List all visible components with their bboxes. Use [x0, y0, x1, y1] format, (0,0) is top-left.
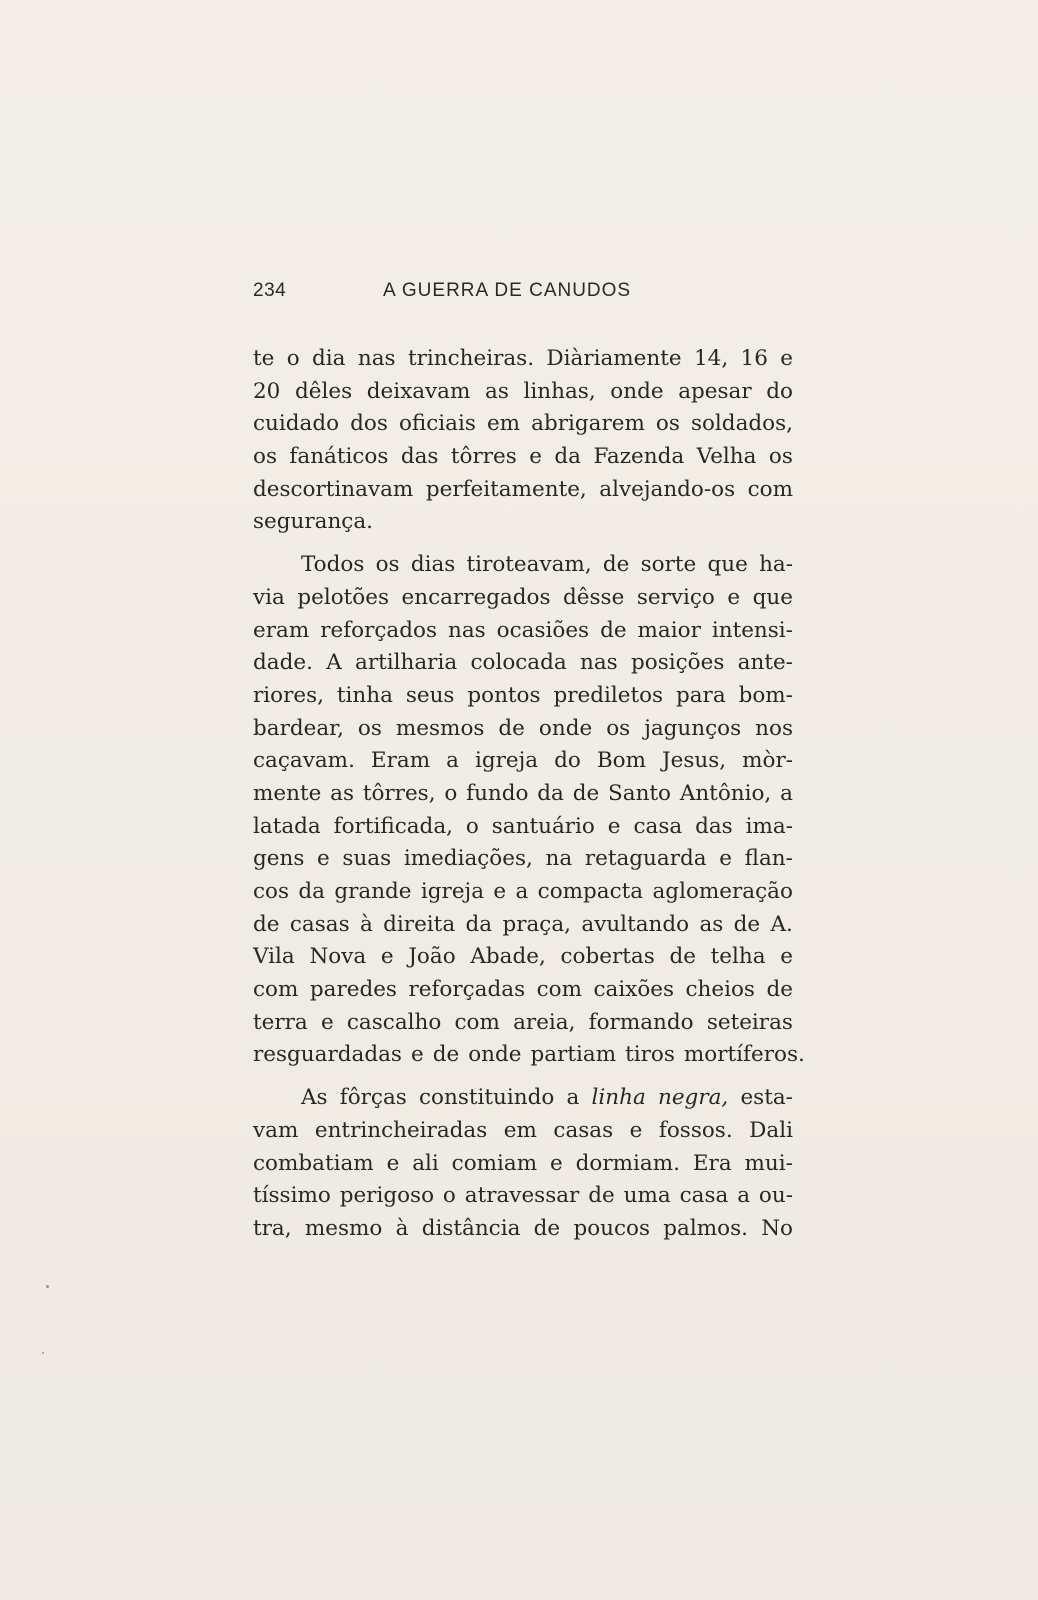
text-line: cuidado dos oficiais em abrigarem os soldados,: [253, 411, 793, 437]
paper-speck: [46, 1285, 49, 1288]
text-line: riores, tinha seus pontos prediletos para bom-: [253, 682, 793, 708]
text-line: com paredes reforçadas com caixões cheios de: [253, 977, 793, 1003]
text-line: te o dia nas trincheiras. Diàriamente 14, 16 e: [253, 346, 793, 371]
text-line: os fanáticos das tôrres e da Fazenda Velha os: [253, 444, 793, 470]
paragraph: [253, 549, 805, 1072]
paragraph: [253, 343, 793, 539]
paragraph: [253, 1082, 793, 1245]
text-line: vam entrincheiradas em casas e fossos. Dali: [253, 1117, 793, 1143]
paragraph-gap: [253, 539, 793, 549]
text-line: 20 dêles deixavam as linhas, onde apesar do: [253, 378, 793, 404]
text-line: Vila Nova e João Abade, cobertas de telha e: [253, 944, 793, 970]
text-line: de casas à direita da praça, avultando as de A.: [253, 911, 793, 937]
paragraph-gap: [253, 1072, 793, 1082]
running-title: A GUERRA DE CANUDOS: [383, 280, 632, 301]
text-line: via pelotões encarregados dêsse serviço e que: [253, 584, 793, 610]
text-line: Todos os dias tiroteavam, de sorte que ha-: [301, 552, 793, 578]
text-line: mente as tôrres, o fundo da de Santo Antônio, a: [253, 780, 793, 806]
page-header: [253, 280, 793, 308]
text-line: tíssimo perigoso o atravessar de uma casa a ou-: [253, 1183, 793, 1209]
paper-speck: [42, 1352, 44, 1354]
text-line: resguardadas e de onde partiam tiros mortíferos.: [253, 1042, 805, 1068]
text-line: dade. A artilharia colocada nas posições ante-: [253, 650, 793, 676]
text-line: terra e cascalho com areia, formando seteiras: [253, 1009, 793, 1035]
text-line: descortinavam perfeitamente, alvejando-os com: [253, 476, 793, 502]
text-line: caçavam. Eram a igreja do Bom Jesus, mòr-: [253, 748, 793, 774]
text-line: bardear, os mesmos de onde os jagunços nos: [253, 715, 793, 741]
page-number: 234: [253, 280, 287, 301]
text-line: As fôrças constituindo a linha negra, esta-: [301, 1085, 793, 1111]
text-line: eram reforçados nas ocasiões de maior intensi-: [253, 617, 793, 643]
text-line: combatiam e ali comiam e dormiam. Era mui-: [253, 1150, 793, 1176]
text-line: tra, mesmo à distância de poucos palmos. No: [253, 1215, 793, 1241]
text-line: cos da grande igreja e a compacta aglomeração: [253, 879, 793, 904]
text-line: segurança.: [253, 509, 374, 535]
text-line: gens e suas imediações, na retaguarda e flan-: [253, 846, 793, 872]
body-text: [253, 343, 805, 1246]
text-line: latada fortificada, o santuário e casa das ima-: [253, 813, 793, 839]
